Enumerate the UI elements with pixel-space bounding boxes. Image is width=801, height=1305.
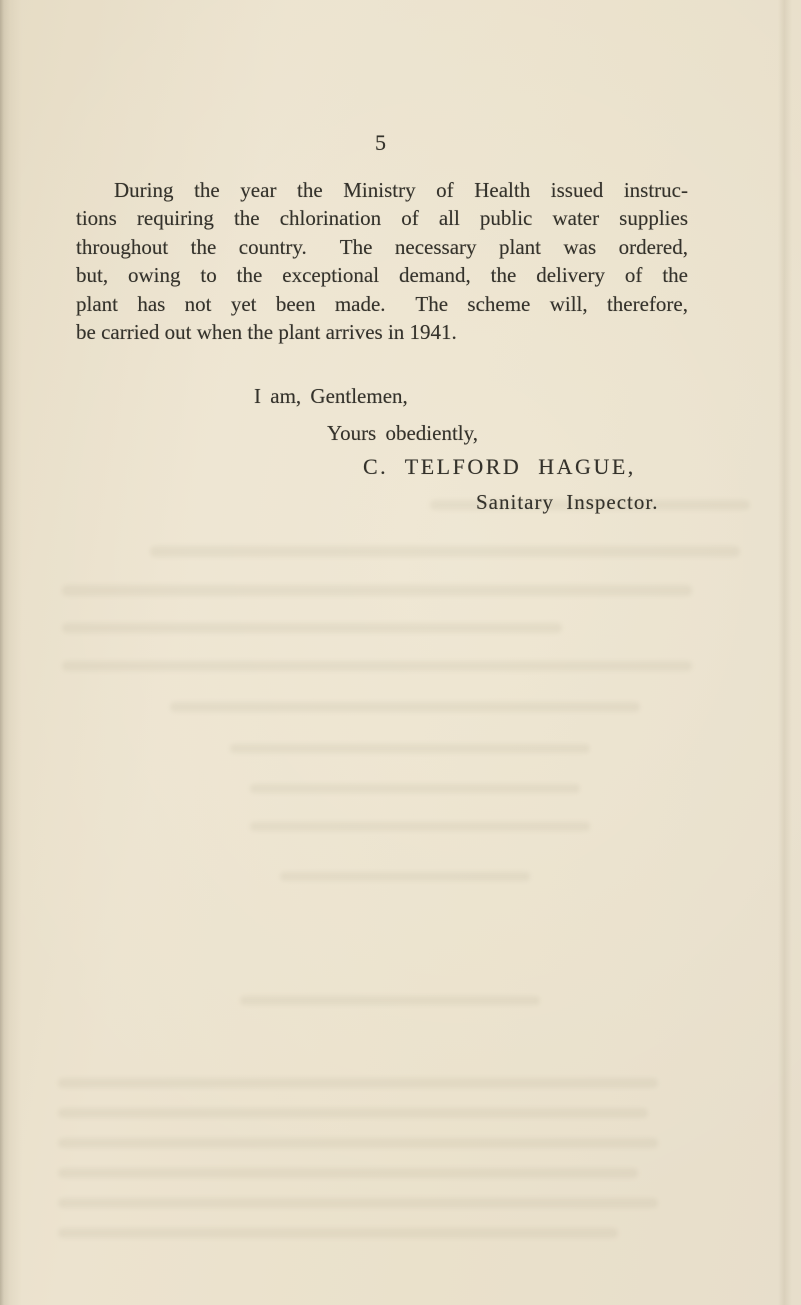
bleed-through-mark xyxy=(230,744,590,753)
bleed-through-mark xyxy=(58,1168,638,1178)
signature-valediction: Yours obediently, xyxy=(327,421,479,445)
bleed-through-mark xyxy=(250,784,580,793)
paragraph-line: throughout the country. The necessary plant was ordered, xyxy=(76,234,688,259)
scan-edge-shadow xyxy=(0,0,22,1305)
bleed-through-mark xyxy=(62,661,692,671)
signature-name: C. TELFORD HAGUE, xyxy=(363,454,636,479)
paragraph-line: be carried out when the plant arrives in 1941. xyxy=(76,320,457,345)
bleed-through-mark xyxy=(58,1108,648,1118)
paragraph-line: plant has not yet been made. The scheme will, therefore, xyxy=(76,291,688,316)
signature-title: Sanitary Inspector. xyxy=(476,490,659,514)
paragraph-line: During the year the Ministry of Health issued instruc- xyxy=(114,178,688,202)
signature-salutation: I am, Gentlemen, xyxy=(254,384,408,408)
page-fold-shadow xyxy=(778,0,792,1305)
bleed-through-mark xyxy=(58,1138,658,1148)
page-number: 5 xyxy=(375,130,387,155)
paragraph-line: but, owing to the exceptional demand, the delivery of the xyxy=(76,263,688,288)
bleed-through-mark xyxy=(62,623,562,633)
bleed-through-mark xyxy=(240,996,540,1005)
bleed-through-mark xyxy=(280,872,530,881)
bleed-through-mark xyxy=(58,1198,658,1208)
bleed-through-mark xyxy=(58,1078,658,1088)
body-paragraph xyxy=(76,176,688,346)
bleed-through-mark xyxy=(58,1228,618,1238)
bleed-through-mark xyxy=(150,546,740,557)
paragraph-line: tions requiring the chlorination of all public water supplies xyxy=(76,206,688,231)
bleed-through-mark xyxy=(62,585,692,596)
bleed-through-mark xyxy=(170,702,640,712)
bleed-through-mark xyxy=(250,822,590,831)
